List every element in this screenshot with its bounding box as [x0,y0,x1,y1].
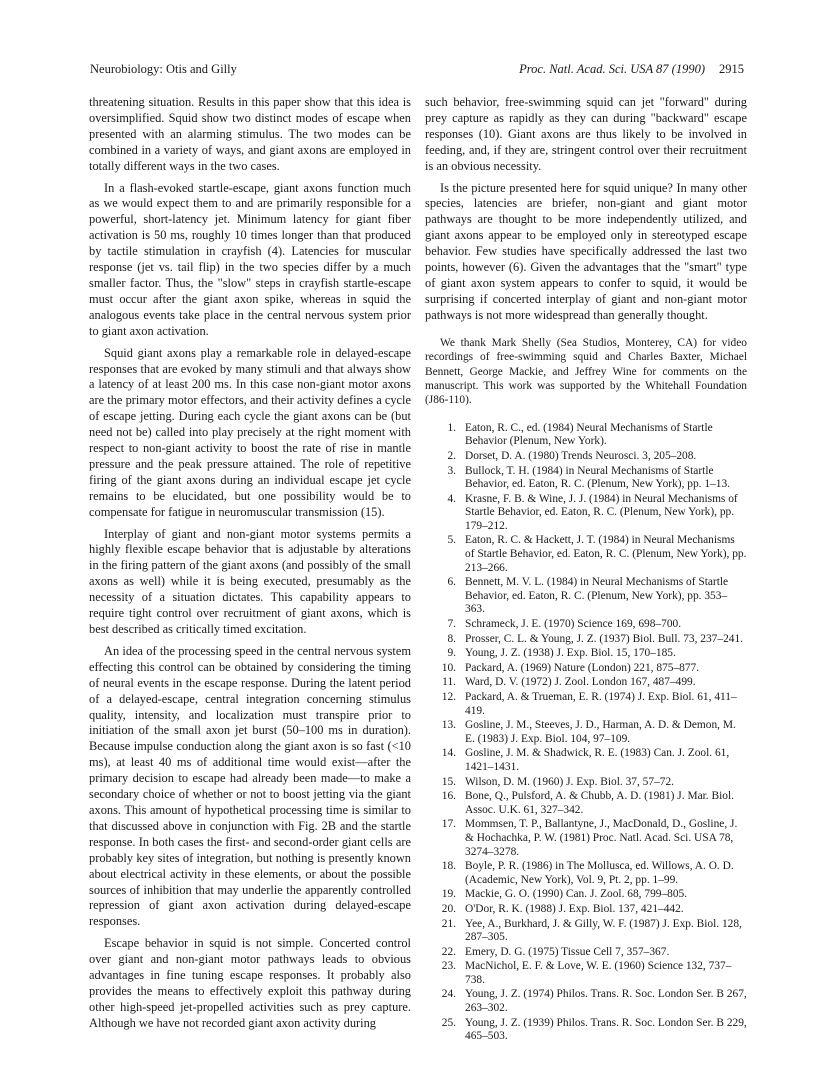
reference-text: Packard, A. (1969) Nature (London) 221, 875–877. [465,661,700,674]
body-paragraph: Escape behavior in squid is not simple. Concerted control over giant and non-giant motor pathways leads to obvious advantages in fine tuning escape responses. It probably also provides the means to effectively exploit this pathway during other high-speed jet-propelled activities such as prey capture. Although we have not recorded giant axon activity during [89,936,411,1030]
body-paragraph: such behavior, free-swimming squid can jet "forward" during prey capture as rapidly as they can during "backward" escape responses (10). Giant axons are thus likely to be involved in feeding, and, if they are, stringent control over their recruitment is an obvious necessity. [425,95,747,173]
reference-text: Dorset, D. A. (1980) Trends Neurosci. 3, 205–208. [465,449,697,462]
reference-text: Schrameck, J. E. (1970) Science 169, 698–700. [465,618,682,631]
reference-item [425,534,747,575]
reference-number: 12. [441,691,456,703]
left-column [89,95,411,1038]
reference-item [425,450,747,464]
reference-text: Mackie, G. O. (1990) Can. J. Zool. 68, 799–805. [465,888,688,901]
reference-text: Ward, D. V. (1972) J. Zool. London 167, 487–499. [465,676,696,689]
reference-text: Eaton, R. C. & Hackett, J. T. (1984) in Neural Mechanisms of Startle Behavior, ed. Eaton, R. C. (Plenum, New York), pp. 213–266. [465,534,747,574]
reference-number: 10. [441,661,456,674]
reference-item [425,960,747,987]
body-paragraph: Is the picture presented here for squid unique? In many other species, latencies are briefer, non-giant and giant motor pathways are thought to be more independently utilized, and giant axons appear to be employed only in stereotyped escape behavior. Few studies have specifically addressed the last two points, however (6). Given the advantages that the "smart" type of giant axon system appears to confer to squid, it would be surprising if concerted interplay of giant and non-giant motor pathways is not more widespread than generally thought. [425,180,747,322]
reference-number: 13. [441,719,456,732]
reference-number: 24. [441,988,456,1001]
reference-number: 14. [441,747,456,760]
reference-item [425,776,747,790]
header-page-number: 2915 [719,62,744,76]
body-paragraph: An idea of the processing speed in the central nervous system effecting this control can be obtained by considering the timing of neural events in the escape response. During the latent period of a delayed-escape, central integration concerning stimulus quality, intensity, and localization must transpire prior to initiation of the small axon jet burst (50–100 ms in duration). Because impulse conduction along the giant axon is so fast (<10 ms), at least 40 ms of additional time would exist—after the primary decision to escape had already been made—to make a secondary choice of whether or not to boost jetting via the giant axons. This amount of hypothetical processing time is similar to that discussed above in conjunction with Fig. 2B and the startle response. In both cases the first- and second-order giant cells are probably key sites of integration, but nothing is presently known about electrical activity in these elements, or about the possible sources of inhibition that may underlie the apparently controlled repression of giant axon activation during delayed-escape responses. [89,643,411,929]
header-journal-info [519,62,744,77]
reference-item [425,493,747,534]
body-paragraph: threatening situation. Results in this paper show that this idea is oversimplified. Squid show two distinct modes of escape when presented with an alarming stimulus. The two modes can be combined in a variety of ways, and giant axons are employed in totally different ways in the two cases. [89,95,411,173]
reference-item [425,633,747,647]
reference-item [425,719,747,746]
reference-number: 22. [441,945,456,958]
reference-item [425,676,747,690]
reference-number: 11. [442,676,456,689]
reference-number: 19. [441,888,456,901]
reference-item [425,618,747,632]
reference-item [425,790,747,817]
right-column [425,95,747,1045]
reference-text: MacNichol, E. F. & Love, W. E. (1960) Science 132, 737–738. [465,960,732,986]
reference-text: Packard, A. & Trueman, E. R. (1974) J. Exp. Biol. 61, 411–419. [465,691,737,717]
reference-number: 21. [441,917,456,930]
reference-item [425,691,747,718]
reference-item [425,576,747,617]
reference-number: 3. [447,464,456,477]
reference-text: Gosline, J. M., Steeves, J. D., Harman, A. D. & Demon, M. E. (1983) J. Exp. Biol. 104, 97–109. [465,719,736,745]
reference-number: 6. [447,576,456,589]
reference-list [425,422,747,1044]
reference-text: Boyle, P. R. (1986) in The Mollusca, ed. Willows, A. O. D. (Academic, New York), Vol. 9, Pt. 2, pp. 1–99. [465,860,734,886]
reference-text: Bullock, T. H. (1984) in Neural Mechanisms of Startle Behavior, ed. Eaton, R. C. (Plenum, New York), pp. 1–13. [465,464,730,491]
reference-text: Gosline, J. M. & Shadwick, R. E. (1983) Can. J. Zool. 61, 1421–1431. [465,747,730,773]
reference-number: 17. [441,818,456,831]
reference-number: 20. [441,902,456,915]
reference-number: 15. [441,775,456,788]
reference-number: 4. [447,492,456,505]
reference-text: Emery, D. G. (1975) Tissue Cell 7, 357–367. [465,945,670,958]
reference-number: 7. [447,618,456,631]
reference-text: Young, J. Z. (1974) Philos. Trans. R. Soc. London Ser. B 267, 263–302. [465,988,747,1015]
body-paragraph: In a flash-evoked startle-escape, giant axons function much as we would expect them to and are primarily responsible for a powerful, short-latency jet. Minimum latency for giant fiber activation is 50 ms, roughly 10 times longer than that produced by tactile stimulation in crayfish (4). Latencies for muscular response (jet vs. tail flip) in the two species differ by a much smaller factor. Thus, the "slow" steps in crayfish startle-escape must occur after the giant axon spike, whereas in squid the analogous events take place in the central nervous system prior to giant axon activation. [89,180,411,338]
reference-item [425,888,747,902]
reference-text: Young, J. Z. (1938) J. Exp. Biol. 15, 170–185. [465,647,676,660]
reference-item [425,465,747,492]
reference-number: 2. [447,449,456,462]
body-paragraph: Squid giant axons play a remarkable role in delayed-escape responses that are evoked by many stimuli and that always show a latency of at least 200 ms. In this case non-giant motor axons are the primary motor effectors, and their activity defines a cycle of escape jetting. During each cycle the giant axons can be (but need not be) called into play precisely at the right moment with respect to non-giant activity to boost the rate of rise in mantle pressure and the peak pressure attained. The role of repetitive firing of the giant axons during an individual escape jet cycle remains to be elucidated, but one possibility would be to compensate for fatigue in neuromuscular transmission (15). [89,345,411,519]
reference-item [425,647,747,661]
header-section-authors: Neurobiology: Otis and Gilly [90,62,237,76]
reference-number: 8. [447,632,456,645]
reference-text: Prosser, C. L. & Young, J. Z. (1937) Biol. Bull. 73, 237–241. [465,632,744,645]
reference-item [425,860,747,887]
reference-item [425,818,747,859]
reference-number: 5. [447,534,456,547]
reference-item [425,918,747,945]
reference-text: Wilson, D. M. (1960) J. Exp. Biol. 37, 57–72. [465,775,675,788]
reference-item [425,1017,747,1044]
reference-text: Eaton, R. C., ed. (1984) Neural Mechanisms of Startle Behavior (Plenum, New York). [465,421,713,448]
reference-number: 23. [441,960,456,973]
running-header [90,62,744,80]
reference-item [425,946,747,960]
reference-text: Yee, A., Burkhard, J. & Gilly, W. F. (1987) J. Exp. Biol. 128, 287–305. [465,917,742,944]
reference-number: 16. [441,790,456,803]
reference-number: 25. [441,1016,456,1029]
reference-text: Krasne, F. B. & Wine, J. J. (1984) in Neural Mechanisms of Startle Behavior, ed. Eaton, R. C. (Plenum, New York), pp. 179–212. [465,492,738,532]
reference-item [425,422,747,449]
reference-number: 18. [441,860,456,873]
reference-item [425,747,747,774]
reference-text: O'Dor, R. K. (1988) J. Exp. Biol. 137, 421–442. [465,902,684,915]
reference-text: Mommsen, T. P., Ballantyne, J., MacDonald, D., Gosline, J. & Hochachka, P. W. (1981) Proc. Natl. Acad. Sci. USA 78, 3274–3278. [465,818,738,858]
acknowledgment: We thank Mark Shelly (Sea Studios, Monterey, CA) for video recordings of free-swimming squid and Charles Baxter, Michael Bennett, George Mackie, and Jeffrey Wine for comments on the manuscript. This work was supported by the Whitehall Foundation (J86-110). [425,336,747,407]
reference-text: Bone, Q., Pulsford, A. & Chubb, A. D. (1981) J. Mar. Biol. Assoc. U.K. 61, 327–342. [465,790,734,816]
body-paragraph: Interplay of giant and non-giant motor systems permits a highly flexible escape behavior that is adjustable by alterations in the firing pattern of the giant axons (and possibly of the small axons as well) while it is being executed, presumably as the necessity of a situation dictates. This capability appears to require tight control over recruitment of giant axons, which is best described as critically timed excitation. [89,526,411,636]
reference-number: 9. [447,647,456,660]
reference-number: 1. [447,421,456,434]
reference-text: Bennett, M. V. L. (1984) in Neural Mechanisms of Startle Behavior, ed. Eaton, R. C. (Plenum, New York), pp. 353–363. [465,576,729,616]
header-journal-citation: Proc. Natl. Acad. Sci. USA 87 (1990) [519,62,705,76]
reference-item [425,988,747,1015]
reference-text: Young, J. Z. (1939) Philos. Trans. R. Soc. London Ser. B 229, 465–503. [465,1016,747,1043]
reference-item [425,662,747,676]
reference-item [425,903,747,917]
